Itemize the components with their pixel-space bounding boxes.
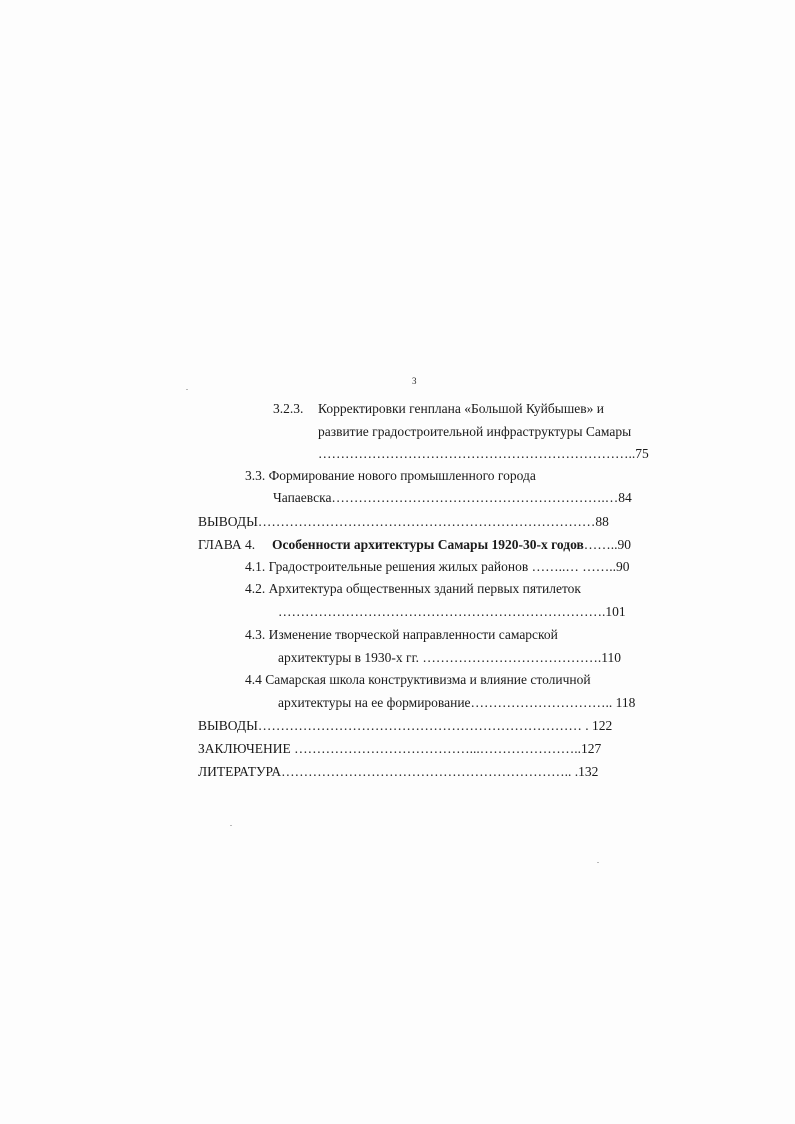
toc-entry-conclusions-ch4: ВЫВОДЫ……………………………………………………………… . 122 [198, 718, 613, 733]
scan-speck [186, 389, 188, 390]
page-number: 3 [412, 376, 417, 386]
toc-entry-4-2: 4.2. Архитектура общественных зданий первых пятилеток [245, 581, 581, 596]
toc-entry-4-3: 4.3. Изменение творческой направленности самарской [245, 627, 558, 642]
scan-speck [597, 862, 599, 863]
toc-chapter-4-leader: ……..90 [583, 537, 632, 552]
toc-chapter-4-title [272, 537, 631, 553]
toc-entry-4-3-cont: архитектуры в 1930-х гг. ………………………………….110 [278, 650, 621, 665]
toc-entry-3-3: 3.3. Формирование нового промышленного города [245, 468, 536, 483]
toc-entry-bibliography: ЛИТЕРАТУРА……………………………………………………….. .132 [198, 764, 599, 779]
toc-entry-3-2-3-leader: ……………………………………………………………..75 [318, 446, 649, 461]
toc-entry-3-3-cont: Чапаевска…………………………………………………….…84 [273, 490, 632, 505]
toc-entry-conclusions-ch3: ВЫВОДЫ…………………………………………………………………88 [198, 514, 609, 529]
toc-entry-4-1: 4.1. Градостроительные решения жилых районов ……..… ……..90 [245, 559, 630, 574]
toc-chapter-4-title-text: Особенности архитектуры Самары 1920-30-х годов [272, 537, 584, 552]
toc-entry-3-2-3-title-cont: развитие градостроительной инфраструктуры Самары [318, 424, 632, 439]
toc-entry-4-4: 4.4 Самарская школа конструктивизма и влияние столичной [245, 672, 591, 687]
toc-entry-4-2-leader: ……………………………………………………………….101 [278, 604, 626, 619]
toc-entry-3-2-3-number: 3.2.3. [273, 401, 304, 416]
toc-entry-4-4-cont: архитектуры на ее формирование………………………….. 118 [278, 695, 636, 710]
toc-chapter-4-label: ГЛАВА 4. [198, 537, 256, 552]
toc-entry-3-2-3-title: Корректировки генплана «Большой Куйбышев» и [318, 401, 604, 416]
scan-speck [230, 825, 232, 826]
toc-entry-conclusion: ЗАКЛЮЧЕНИЕ …………………………………...…………………..127 [198, 741, 602, 756]
